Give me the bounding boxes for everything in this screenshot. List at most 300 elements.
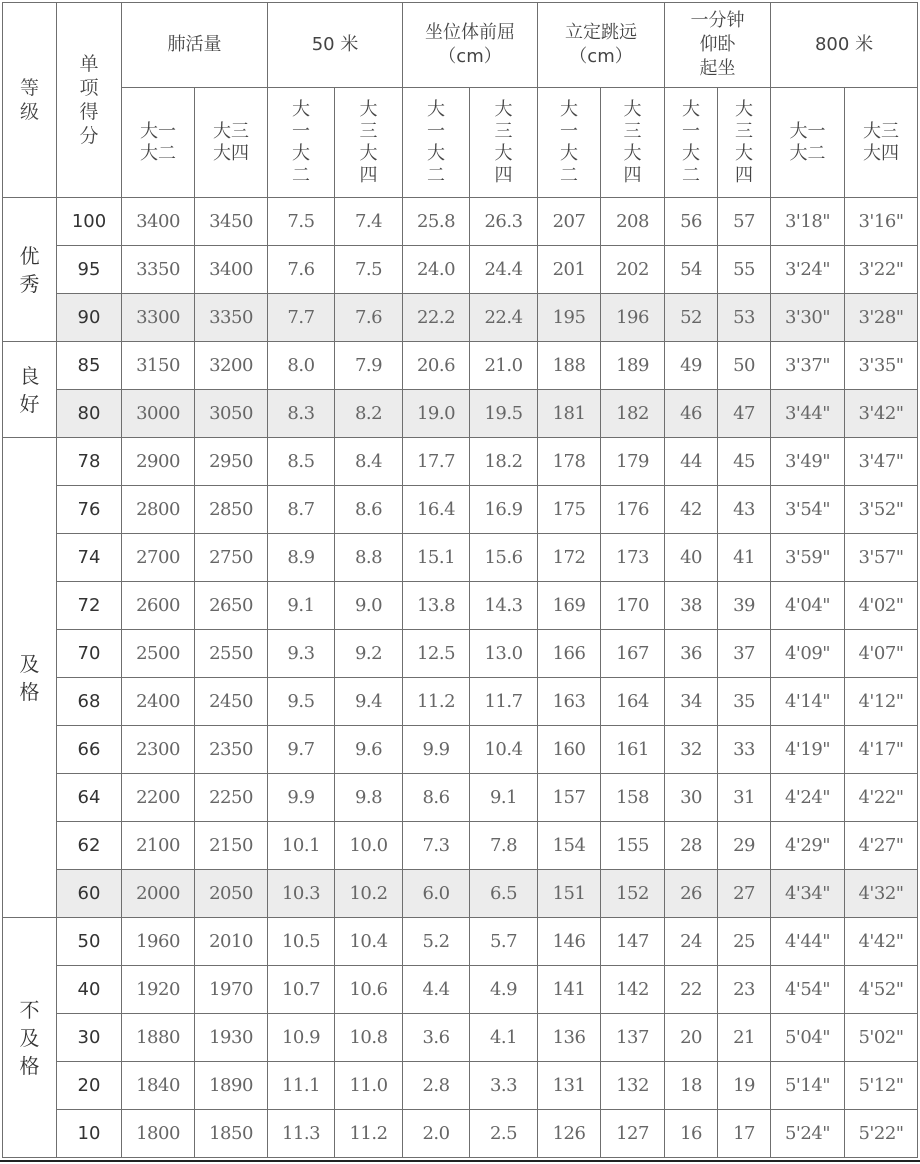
value-cell: 127 — [601, 1110, 665, 1158]
score-cell: 62 — [57, 822, 122, 870]
value-cell: 26.3 — [470, 198, 538, 246]
value-cell: 2900 — [122, 438, 195, 486]
value-cell: 7.5 — [335, 246, 403, 294]
value-cell: 10.2 — [335, 870, 403, 918]
header-row-groups — [3, 3, 918, 88]
value-cell: 49 — [665, 342, 718, 390]
value-cell: 4'19" — [771, 726, 845, 774]
value-cell: 3'44" — [771, 390, 845, 438]
value-cell: 1970 — [195, 966, 268, 1014]
value-cell: 37 — [718, 630, 771, 678]
value-cell: 10.8 — [335, 1014, 403, 1062]
value-cell: 41 — [718, 534, 771, 582]
value-cell: 22 — [665, 966, 718, 1014]
value-cell: 3'16" — [845, 198, 918, 246]
value-cell: 6.5 — [470, 870, 538, 918]
value-cell: 24.4 — [470, 246, 538, 294]
value-cell: 35 — [718, 678, 771, 726]
value-cell: 161 — [601, 726, 665, 774]
value-cell: 20.6 — [403, 342, 470, 390]
header-subgroup: 大 三 大 四 — [718, 88, 771, 198]
value-cell: 31 — [718, 774, 771, 822]
value-cell: 1850 — [195, 1110, 268, 1158]
header-subgroup: 大 三 大 四 — [335, 88, 403, 198]
value-cell: 10.0 — [335, 822, 403, 870]
value-cell: 20 — [665, 1014, 718, 1062]
value-cell: 158 — [601, 774, 665, 822]
value-cell: 126 — [538, 1110, 601, 1158]
value-cell: 7.6 — [335, 294, 403, 342]
bottom-rule — [0, 1160, 920, 1162]
table-row — [3, 582, 918, 630]
value-cell: 2550 — [195, 630, 268, 678]
value-cell: 53 — [718, 294, 771, 342]
value-cell: 11.0 — [335, 1062, 403, 1110]
value-cell: 1840 — [122, 1062, 195, 1110]
value-cell: 5'04" — [771, 1014, 845, 1062]
value-cell: 141 — [538, 966, 601, 1014]
value-cell: 9.3 — [268, 630, 335, 678]
score-cell: 78 — [57, 438, 122, 486]
value-cell: 178 — [538, 438, 601, 486]
value-cell: 24 — [665, 918, 718, 966]
value-cell: 4'29" — [771, 822, 845, 870]
table-row — [3, 726, 918, 774]
value-cell: 202 — [601, 246, 665, 294]
value-cell: 23 — [718, 966, 771, 1014]
header-subgroup: 大一 大二 — [771, 88, 845, 198]
value-cell: 175 — [538, 486, 601, 534]
value-cell: 137 — [601, 1014, 665, 1062]
value-cell: 15.1 — [403, 534, 470, 582]
value-cell: 55 — [718, 246, 771, 294]
fitness-standards-table — [2, 2, 918, 1158]
value-cell: 2800 — [122, 486, 195, 534]
value-cell: 9.5 — [268, 678, 335, 726]
value-cell: 2.5 — [470, 1110, 538, 1158]
table-header — [3, 3, 918, 198]
value-cell: 40 — [665, 534, 718, 582]
grade-label: 良 好 — [3, 342, 57, 438]
header-row-grades-year — [3, 88, 918, 198]
score-cell: 100 — [57, 198, 122, 246]
value-cell: 7.5 — [268, 198, 335, 246]
value-cell: 9.1 — [470, 774, 538, 822]
value-cell: 10.1 — [268, 822, 335, 870]
value-cell: 3300 — [122, 294, 195, 342]
value-cell: 32 — [665, 726, 718, 774]
value-cell: 4'44" — [771, 918, 845, 966]
value-cell: 8.5 — [268, 438, 335, 486]
value-cell: 10.7 — [268, 966, 335, 1014]
value-cell: 132 — [601, 1062, 665, 1110]
value-cell: 3050 — [195, 390, 268, 438]
value-cell: 3150 — [122, 342, 195, 390]
value-cell: 11.7 — [470, 678, 538, 726]
value-cell: 2600 — [122, 582, 195, 630]
value-cell: 3'28" — [845, 294, 918, 342]
value-cell: 169 — [538, 582, 601, 630]
value-cell: 3'22" — [845, 246, 918, 294]
value-cell: 2700 — [122, 534, 195, 582]
value-cell: 3'42" — [845, 390, 918, 438]
value-cell: 17.7 — [403, 438, 470, 486]
value-cell: 2650 — [195, 582, 268, 630]
value-cell: 9.1 — [268, 582, 335, 630]
value-cell: 6.0 — [403, 870, 470, 918]
value-cell: 166 — [538, 630, 601, 678]
value-cell: 11.2 — [403, 678, 470, 726]
header-group-3: 立定跳远 （cm） — [538, 3, 665, 88]
value-cell: 157 — [538, 774, 601, 822]
value-cell: 1930 — [195, 1014, 268, 1062]
value-cell: 3'35" — [845, 342, 918, 390]
table-row — [3, 438, 918, 486]
score-cell: 90 — [57, 294, 122, 342]
value-cell: 11.1 — [268, 1062, 335, 1110]
score-cell: 80 — [57, 390, 122, 438]
value-cell: 4'34" — [771, 870, 845, 918]
value-cell: 3350 — [122, 246, 195, 294]
header-subgroup: 大一 大二 — [122, 88, 195, 198]
header-subgroup: 大 一 大 二 — [268, 88, 335, 198]
value-cell: 160 — [538, 726, 601, 774]
value-cell: 4'02" — [845, 582, 918, 630]
value-cell: 3400 — [195, 246, 268, 294]
value-cell: 28 — [665, 822, 718, 870]
value-cell: 7.8 — [470, 822, 538, 870]
value-cell: 13.8 — [403, 582, 470, 630]
value-cell: 2.0 — [403, 1110, 470, 1158]
value-cell: 164 — [601, 678, 665, 726]
value-cell: 2.8 — [403, 1062, 470, 1110]
value-cell: 5'22" — [845, 1110, 918, 1158]
value-cell: 2950 — [195, 438, 268, 486]
value-cell: 21 — [718, 1014, 771, 1062]
value-cell: 2200 — [122, 774, 195, 822]
value-cell: 9.2 — [335, 630, 403, 678]
value-cell: 12.5 — [403, 630, 470, 678]
value-cell: 2400 — [122, 678, 195, 726]
value-cell: 13.0 — [470, 630, 538, 678]
value-cell: 2450 — [195, 678, 268, 726]
value-cell: 179 — [601, 438, 665, 486]
value-cell: 39 — [718, 582, 771, 630]
value-cell: 170 — [601, 582, 665, 630]
value-cell: 3'59" — [771, 534, 845, 582]
value-cell: 2050 — [195, 870, 268, 918]
value-cell: 50 — [718, 342, 771, 390]
score-cell: 20 — [57, 1062, 122, 1110]
value-cell: 188 — [538, 342, 601, 390]
value-cell: 46 — [665, 390, 718, 438]
value-cell: 10.5 — [268, 918, 335, 966]
value-cell: 15.6 — [470, 534, 538, 582]
value-cell: 1800 — [122, 1110, 195, 1158]
header-group-2: 坐位体前屈 （cm） — [403, 3, 538, 88]
value-cell: 4.1 — [470, 1014, 538, 1062]
value-cell: 36 — [665, 630, 718, 678]
value-cell: 8.2 — [335, 390, 403, 438]
score-cell: 30 — [57, 1014, 122, 1062]
table-row — [3, 678, 918, 726]
value-cell: 9.7 — [268, 726, 335, 774]
value-cell: 10.4 — [470, 726, 538, 774]
value-cell: 2750 — [195, 534, 268, 582]
header-subgroup: 大 一 大 二 — [403, 88, 470, 198]
header-group-4: 一分钟 仰卧 起坐 — [665, 3, 771, 88]
value-cell: 10.6 — [335, 966, 403, 1014]
value-cell: 4'07" — [845, 630, 918, 678]
value-cell: 8.6 — [335, 486, 403, 534]
value-cell: 21.0 — [470, 342, 538, 390]
value-cell: 17 — [718, 1110, 771, 1158]
value-cell: 9.8 — [335, 774, 403, 822]
table-row — [3, 1110, 918, 1158]
value-cell: 4'32" — [845, 870, 918, 918]
value-cell: 7.3 — [403, 822, 470, 870]
table-row — [3, 1014, 918, 1062]
value-cell: 33 — [718, 726, 771, 774]
value-cell: 7.7 — [268, 294, 335, 342]
value-cell: 4'12" — [845, 678, 918, 726]
value-cell: 136 — [538, 1014, 601, 1062]
header-subgroup: 大 一 大 二 — [665, 88, 718, 198]
value-cell: 154 — [538, 822, 601, 870]
header-group-0: 肺活量 — [122, 3, 268, 88]
value-cell: 9.4 — [335, 678, 403, 726]
table-row — [3, 342, 918, 390]
value-cell: 57 — [718, 198, 771, 246]
header-subgroup: 大 三 大 四 — [470, 88, 538, 198]
value-cell: 2010 — [195, 918, 268, 966]
value-cell: 47 — [718, 390, 771, 438]
value-cell: 189 — [601, 342, 665, 390]
score-cell: 72 — [57, 582, 122, 630]
header-grade: 等 级 — [3, 3, 57, 198]
value-cell: 10.3 — [268, 870, 335, 918]
score-cell: 95 — [57, 246, 122, 294]
header-group-1: 50 米 — [268, 3, 403, 88]
value-cell: 38 — [665, 582, 718, 630]
value-cell: 10.9 — [268, 1014, 335, 1062]
score-cell: 85 — [57, 342, 122, 390]
value-cell: 19.5 — [470, 390, 538, 438]
value-cell: 16.9 — [470, 486, 538, 534]
table-row — [3, 774, 918, 822]
value-cell: 155 — [601, 822, 665, 870]
value-cell: 56 — [665, 198, 718, 246]
value-cell: 2350 — [195, 726, 268, 774]
score-cell: 60 — [57, 870, 122, 918]
value-cell: 1880 — [122, 1014, 195, 1062]
value-cell: 4'52" — [845, 966, 918, 1014]
value-cell: 3.3 — [470, 1062, 538, 1110]
value-cell: 4'22" — [845, 774, 918, 822]
value-cell: 195 — [538, 294, 601, 342]
value-cell: 4'54" — [771, 966, 845, 1014]
value-cell: 8.8 — [335, 534, 403, 582]
value-cell: 2500 — [122, 630, 195, 678]
value-cell: 4.9 — [470, 966, 538, 1014]
grade-label: 不 及 格 — [3, 918, 57, 1158]
value-cell: 146 — [538, 918, 601, 966]
header-subgroup: 大三 大四 — [195, 88, 268, 198]
table-row — [3, 534, 918, 582]
value-cell: 2100 — [122, 822, 195, 870]
value-cell: 14.3 — [470, 582, 538, 630]
value-cell: 152 — [601, 870, 665, 918]
value-cell: 45 — [718, 438, 771, 486]
score-cell: 70 — [57, 630, 122, 678]
value-cell: 8.6 — [403, 774, 470, 822]
value-cell: 4'42" — [845, 918, 918, 966]
value-cell: 3'30" — [771, 294, 845, 342]
score-cell: 74 — [57, 534, 122, 582]
value-cell: 151 — [538, 870, 601, 918]
value-cell: 147 — [601, 918, 665, 966]
value-cell: 22.2 — [403, 294, 470, 342]
value-cell: 25 — [718, 918, 771, 966]
value-cell: 4'17" — [845, 726, 918, 774]
value-cell: 10.4 — [335, 918, 403, 966]
value-cell: 5'24" — [771, 1110, 845, 1158]
table-body — [3, 198, 918, 1158]
score-cell: 64 — [57, 774, 122, 822]
value-cell: 5.7 — [470, 918, 538, 966]
table-row — [3, 870, 918, 918]
score-cell: 50 — [57, 918, 122, 966]
value-cell: 3.6 — [403, 1014, 470, 1062]
score-cell: 10 — [57, 1110, 122, 1158]
value-cell: 2000 — [122, 870, 195, 918]
value-cell: 2300 — [122, 726, 195, 774]
value-cell: 3450 — [195, 198, 268, 246]
value-cell: 7.9 — [335, 342, 403, 390]
value-cell: 30 — [665, 774, 718, 822]
header-subgroup: 大三 大四 — [845, 88, 918, 198]
value-cell: 3'24" — [771, 246, 845, 294]
value-cell: 1920 — [122, 966, 195, 1014]
score-cell: 40 — [57, 966, 122, 1014]
value-cell: 9.6 — [335, 726, 403, 774]
value-cell: 54 — [665, 246, 718, 294]
value-cell: 173 — [601, 534, 665, 582]
table-row — [3, 294, 918, 342]
table-row — [3, 630, 918, 678]
value-cell: 5'14" — [771, 1062, 845, 1110]
table-row — [3, 966, 918, 1014]
value-cell: 24.0 — [403, 246, 470, 294]
value-cell: 3'37" — [771, 342, 845, 390]
value-cell: 196 — [601, 294, 665, 342]
value-cell: 8.9 — [268, 534, 335, 582]
value-cell: 42 — [665, 486, 718, 534]
value-cell: 3'18" — [771, 198, 845, 246]
value-cell: 142 — [601, 966, 665, 1014]
value-cell: 3400 — [122, 198, 195, 246]
value-cell: 8.7 — [268, 486, 335, 534]
value-cell: 4'27" — [845, 822, 918, 870]
value-cell: 9.0 — [335, 582, 403, 630]
value-cell: 7.6 — [268, 246, 335, 294]
value-cell: 8.3 — [268, 390, 335, 438]
value-cell: 2150 — [195, 822, 268, 870]
value-cell: 4.4 — [403, 966, 470, 1014]
value-cell: 207 — [538, 198, 601, 246]
value-cell: 19 — [718, 1062, 771, 1110]
value-cell: 18 — [665, 1062, 718, 1110]
value-cell: 5'12" — [845, 1062, 918, 1110]
grade-label: 及 格 — [3, 438, 57, 918]
header-group-5: 800 米 — [771, 3, 918, 88]
value-cell: 7.4 — [335, 198, 403, 246]
value-cell: 182 — [601, 390, 665, 438]
value-cell: 5.2 — [403, 918, 470, 966]
value-cell: 16.4 — [403, 486, 470, 534]
value-cell: 4'09" — [771, 630, 845, 678]
value-cell: 3350 — [195, 294, 268, 342]
header-score: 单 项 得 分 — [57, 3, 122, 198]
value-cell: 163 — [538, 678, 601, 726]
value-cell: 1890 — [195, 1062, 268, 1110]
value-cell: 3'57" — [845, 534, 918, 582]
table-row — [3, 918, 918, 966]
value-cell: 52 — [665, 294, 718, 342]
value-cell: 4'04" — [771, 582, 845, 630]
value-cell: 3'54" — [771, 486, 845, 534]
grade-label: 优 秀 — [3, 198, 57, 342]
header-subgroup: 大 一 大 二 — [538, 88, 601, 198]
value-cell: 34 — [665, 678, 718, 726]
value-cell: 44 — [665, 438, 718, 486]
value-cell: 27 — [718, 870, 771, 918]
table-row — [3, 390, 918, 438]
value-cell: 181 — [538, 390, 601, 438]
value-cell: 16 — [665, 1110, 718, 1158]
value-cell: 3200 — [195, 342, 268, 390]
value-cell: 1960 — [122, 918, 195, 966]
score-cell: 68 — [57, 678, 122, 726]
table-row — [3, 246, 918, 294]
value-cell: 4'14" — [771, 678, 845, 726]
value-cell: 3'52" — [845, 486, 918, 534]
value-cell: 201 — [538, 246, 601, 294]
value-cell: 3'47" — [845, 438, 918, 486]
value-cell: 3000 — [122, 390, 195, 438]
value-cell: 25.8 — [403, 198, 470, 246]
value-cell: 131 — [538, 1062, 601, 1110]
value-cell: 2850 — [195, 486, 268, 534]
value-cell: 208 — [601, 198, 665, 246]
value-cell: 18.2 — [470, 438, 538, 486]
table-row — [3, 486, 918, 534]
value-cell: 11.2 — [335, 1110, 403, 1158]
table-row — [3, 822, 918, 870]
value-cell: 2250 — [195, 774, 268, 822]
value-cell: 11.3 — [268, 1110, 335, 1158]
table-row — [3, 198, 918, 246]
value-cell: 5'02" — [845, 1014, 918, 1062]
value-cell: 3'49" — [771, 438, 845, 486]
value-cell: 176 — [601, 486, 665, 534]
value-cell: 43 — [718, 486, 771, 534]
header-subgroup: 大 三 大 四 — [601, 88, 665, 198]
value-cell: 19.0 — [403, 390, 470, 438]
value-cell: 26 — [665, 870, 718, 918]
value-cell: 8.4 — [335, 438, 403, 486]
value-cell: 4'24" — [771, 774, 845, 822]
